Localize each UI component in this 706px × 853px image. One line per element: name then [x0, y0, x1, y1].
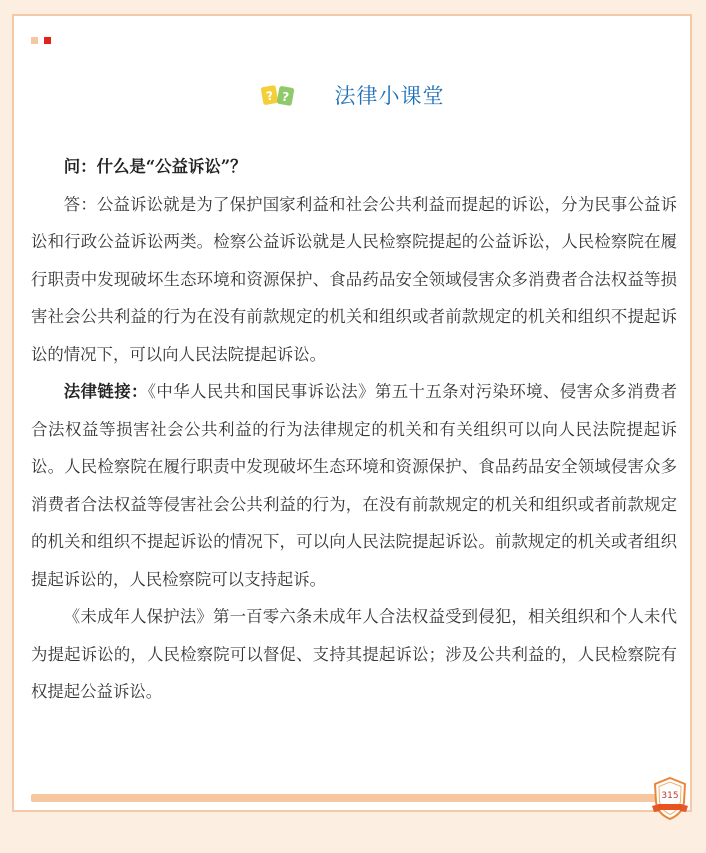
legal-link-paragraph — [31, 373, 677, 598]
legal-link-label: 法律链接： — [63, 382, 148, 401]
dot-red — [44, 37, 51, 44]
minor-protection-paragraph: 《未成年人保护法》第一百零六条未成年人合法权益受到侵犯，相关组织和个人未代为提起诉讼的，人民检察院可以督促、支持其提起诉讼；涉及公共利益的，人民检察院有权提起公益诉讼。 — [31, 607, 677, 701]
legal-link-text: 《中华人民共和国民事诉讼法》第五十五条对污染环境、侵害众多消费者合法权益等损害社会公共利益的行为法律规定的机关和有关组织可以向人民法院提起诉讼。人民检察院在履行职责中发现破坏生态环境和资源保护、食品药品安全领域侵害众多消费者合法权益等侵害社会公共利益的行为，在没有前款规定的机关和组织或者前款规定的机关和组织不提起诉讼的情况下，可以向人民法院提起诉讼。前款规定的机关或者组织提起诉讼的，人民检察院可以支持起诉。 — [31, 382, 677, 589]
question-cards-icon — [259, 82, 299, 108]
badge-text: 315 — [661, 791, 679, 801]
section-header — [14, 80, 690, 110]
shield-badge-icon — [652, 776, 688, 822]
decorative-dots — [31, 29, 57, 48]
svg-text:?: ? — [281, 89, 291, 105]
page-title: 法律小课堂 — [334, 84, 445, 108]
answer-paragraph: 答：公益诉讼就是为了保护国家利益和社会公共利益而提起的诉讼，分为民事公益诉讼和行政公益诉讼两类。检察公益诉讼就是人民检察院提起的公益诉讼，人民检察院在履行职责中发现破坏生态环境和资源保护、食品药品安全领域侵害众多消费者合法权益等损害社会公共利益的行为在没有前款规定的机关和组织或者前款规定的机关和组织不提起诉讼的情况下，可以向人民法院提起诉讼。 — [31, 194, 677, 364]
dot-light — [31, 37, 38, 44]
question-heading: 问：什么是“公益诉讼”？ — [63, 157, 247, 176]
svg-text:?: ? — [265, 88, 275, 104]
footer-bar — [31, 794, 657, 802]
content-card — [12, 14, 692, 812]
article-body — [31, 148, 677, 711]
